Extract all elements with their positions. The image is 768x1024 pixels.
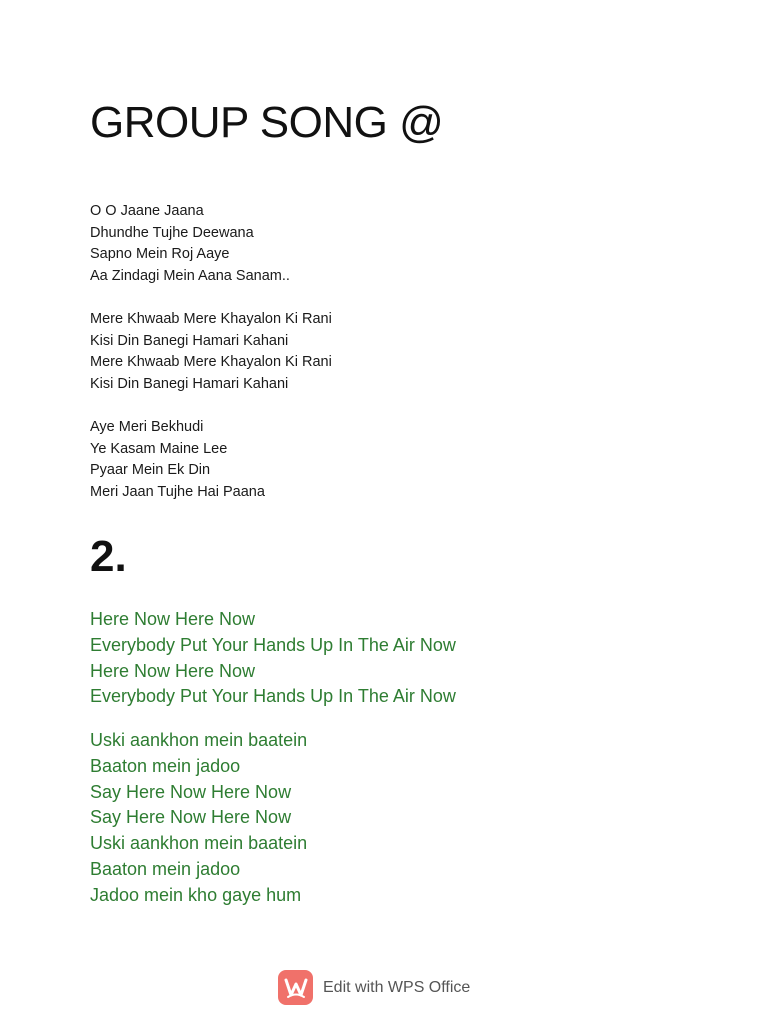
page-title: GROUP SONG @ (90, 98, 444, 147)
wps-logo-icon (278, 970, 313, 1005)
lyric-line: Baaton mein jadoo (90, 755, 241, 776)
lyric-line: Kisi Din Banegi Hamari Kahani (90, 375, 289, 392)
lyric-line: Kisi Din Banegi Hamari Kahani (90, 332, 289, 349)
lyric-line: Aye Meri Bekhudi (90, 419, 204, 435)
lyric-line: Pyaar Mein Ek Din (90, 462, 211, 478)
lyric-line: Say Here Now Here Now (90, 781, 292, 802)
lyric-line: Everybody Put Your Hands Up In The Air Now (90, 634, 456, 655)
edit-with-wps-link[interactable] (278, 970, 470, 1005)
lyric-line: Everybody Put Your Hands Up In The Air Now (90, 686, 456, 707)
lyric-line: Dhundhe Tujhe Deewana (90, 224, 254, 241)
section-number: 2. (90, 532, 127, 581)
lyric-line: Baaton mein jadoo (90, 858, 241, 879)
lyric-line: Uski aankhon mein baatein (90, 730, 308, 750)
footer-label: Edit with WPS Office (323, 978, 471, 996)
lyric-line: Uski aankhon mein baatein (90, 833, 308, 854)
lyric-line: Mere Khwaab Mere Khayalon Ki Rani (90, 311, 332, 327)
verse-3 (90, 417, 265, 503)
chorus-2 (90, 728, 307, 909)
lyric-line: Sapno Mein Roj Aaye (90, 246, 230, 262)
lyric-line: Aa Zindagi Mein Aana Sanam.. (90, 267, 290, 284)
lyric-line: Here Now Here Now (90, 609, 256, 629)
verse-2 (90, 309, 332, 395)
lyric-line: O O Jaane Jaana (90, 203, 204, 219)
lyric-line: Say Here Now Here Now (90, 807, 292, 828)
lyric-line: Jadoo mein kho gaye hum (90, 884, 302, 905)
lyric-line: Ye Kasam Maine Lee (90, 440, 228, 457)
verse-1 (90, 201, 290, 287)
lyric-line: Mere Khwaab Mere Khayalon Ki Rani (90, 354, 332, 370)
lyric-line: Here Now Here Now (90, 660, 256, 681)
chorus-1 (90, 607, 456, 710)
lyric-line: Meri Jaan Tujhe Hai Paana (90, 483, 265, 500)
